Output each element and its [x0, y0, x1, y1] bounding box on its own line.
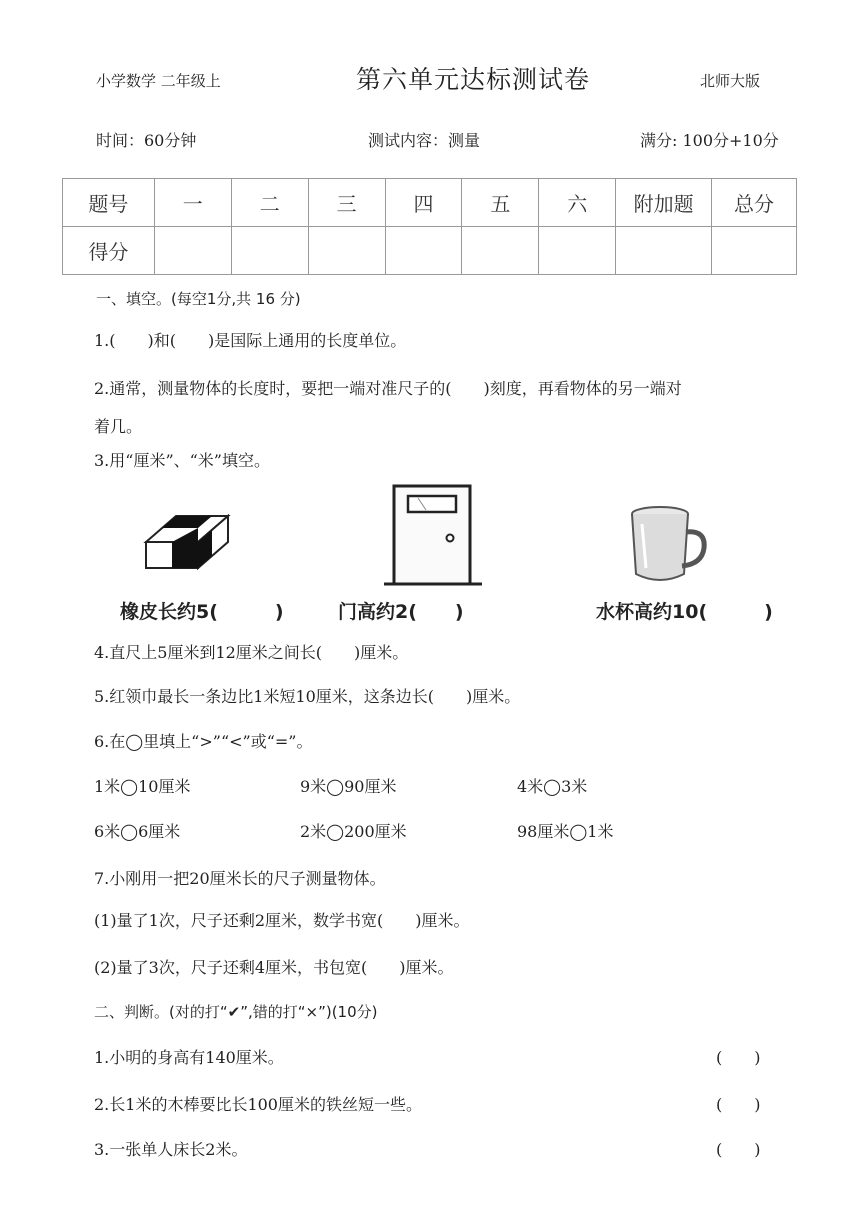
question-4: 4.直尺上5厘米到12厘米之间长( )厘米。: [94, 643, 409, 662]
table-row: [63, 227, 797, 275]
cup-icon: [624, 502, 712, 586]
compare-item: 2米◯200厘米: [300, 822, 407, 841]
score-input-cell[interactable]: [231, 227, 308, 275]
meta-time: 时间：60分钟: [96, 131, 197, 150]
table-cell: 得分: [63, 227, 155, 275]
question-7-2: (2)量了3次，尺子还剩4厘米，书包宽( )厘米。: [94, 958, 454, 977]
compare-item: 6米◯6厘米: [94, 822, 181, 841]
question-1: 1.( )和( )是国际上通用的长度单位。: [94, 331, 407, 350]
compare-item: 1米◯10厘米: [94, 777, 191, 796]
meta-content: 测试内容：测量: [368, 131, 481, 150]
table-cell: 二: [231, 179, 308, 227]
score-input-cell[interactable]: [385, 227, 462, 275]
header-subject: 小学数学 二年级上: [96, 72, 221, 90]
table-row: [63, 179, 797, 227]
question-3: 3.用“厘米”、“米”填空。: [94, 451, 270, 470]
page-title: 第六单元达标测试卷: [356, 65, 591, 94]
answer-bracket[interactable]: ( ): [716, 1140, 761, 1159]
door-icon: [378, 482, 488, 586]
meta-score: 满分: 100分+10分: [640, 131, 779, 150]
question-6: 6.在◯里填上“>”“<”或“=”。: [94, 732, 313, 751]
caption-door: 门高约2( ): [338, 601, 464, 623]
table-cell: 一: [154, 179, 231, 227]
table-cell: 三: [308, 179, 385, 227]
table-cell: 四: [385, 179, 462, 227]
answer-bracket[interactable]: ( ): [716, 1095, 761, 1114]
caption-eraser: 橡皮长约5( ): [120, 601, 284, 623]
compare-item: 4米◯3米: [517, 777, 588, 796]
score-input-cell[interactable]: [308, 227, 385, 275]
table-cell: 总分: [712, 179, 797, 227]
table-cell: 五: [462, 179, 539, 227]
question-5: 5.红领巾最长一条边比1米短10厘米，这条边长( )厘米。: [94, 687, 521, 706]
eraser-icon: [142, 502, 232, 572]
judge-item: 2.长1米的木棒要比长100厘米的铁丝短一些。: [94, 1095, 422, 1114]
section2-title: 二、判断。(对的打“✔”,错的打“×”)(10分): [94, 1003, 378, 1021]
table-cell: 题号: [63, 179, 155, 227]
judge-item: 1.小明的身高有140厘米。: [94, 1048, 284, 1067]
score-input-cell[interactable]: [154, 227, 231, 275]
score-input-cell[interactable]: [712, 227, 797, 275]
compare-item: 9米◯90厘米: [300, 777, 397, 796]
question-7-1: (1)量了1次，尺子还剩2厘米，数学书宽( )厘米。: [94, 911, 470, 930]
table-cell: 六: [539, 179, 616, 227]
judge-item: 3.一张单人床长2米。: [94, 1140, 248, 1159]
score-input-cell[interactable]: [616, 227, 712, 275]
answer-bracket[interactable]: ( ): [716, 1048, 761, 1067]
question-2-line1: 2.通常，测量物体的长度时，要把一端对准尺子的( )刻度，再看物体的另一端对: [94, 379, 682, 398]
question-2-line2: 着几。: [94, 417, 143, 436]
score-input-cell[interactable]: [462, 227, 539, 275]
table-cell: 附加题: [616, 179, 712, 227]
section1-title: 一、填空。(每空1分,共 16 分): [96, 290, 301, 308]
score-input-cell[interactable]: [539, 227, 616, 275]
score-table: [62, 178, 797, 275]
header-edition: 北师大版: [700, 72, 761, 90]
compare-item: 98厘米◯1米: [517, 822, 614, 841]
caption-cup: 水杯高约10( ): [596, 601, 773, 623]
question-7: 7.小刚用一把20厘米长的尺子测量物体。: [94, 869, 386, 888]
